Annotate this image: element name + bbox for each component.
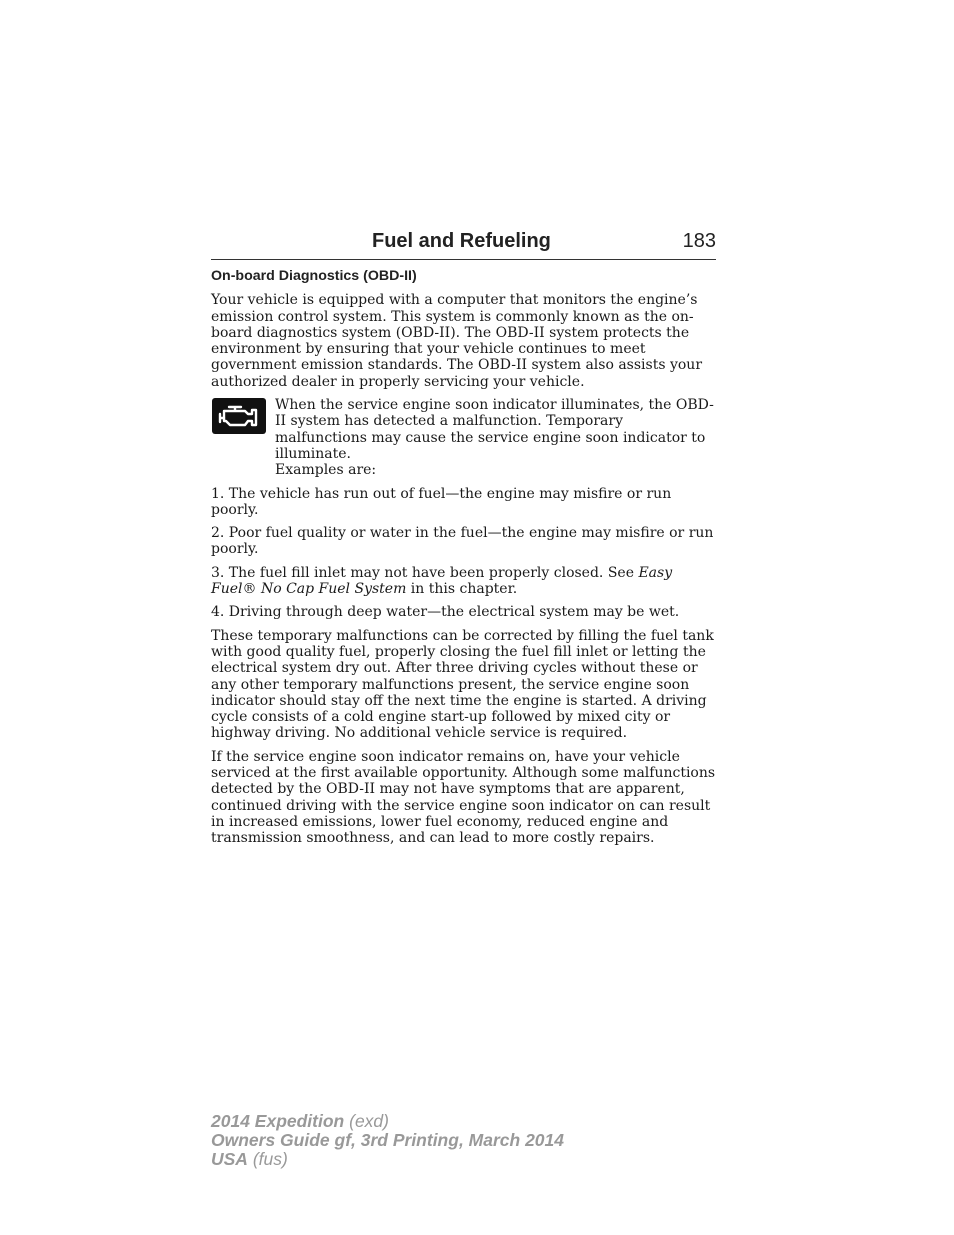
section-heading: On-board Diagnostics (OBD-II) (211, 268, 417, 284)
page-number: 183 (682, 230, 716, 252)
indicator-remains-on-paragraph: If the service engine soon indicator remains on, have your vehicle serviced at the first available opportunity. Although some malfunctions detected by the OBD-II may not have symptoms that are apparent, continued driving with the service engine soon indicator on can result in increased emissions, lower fuel economy, reduced engine and transmission smoothness, and can lead to more costly repairs. (211, 748, 716, 847)
footer-model-code: (exd) (349, 1111, 389, 1131)
footer-guide: Owners Guide gf, 3rd Printing, March 2014 (211, 1130, 564, 1150)
examples-intro: Examples are: (275, 462, 377, 479)
footer-market-line (211, 1150, 564, 1169)
page-header (211, 229, 716, 260)
list-item: 2. Poor fuel quality or water in the fuel—the engine may misfire or run poorly. (211, 525, 714, 558)
chapter-title: Fuel and Refueling (372, 230, 551, 252)
indicator-paragraph: When the service engine soon indicator illuminates, the OBD-II system has detected a malfunction. Temporary malfunctions may cause the service engine soon indicator to illuminate. (275, 397, 714, 462)
footer-model-line (211, 1112, 564, 1131)
footer-market: USA (211, 1149, 248, 1169)
list-item-text: 3. The fuel fill inlet may not have been properly closed. See (211, 564, 639, 581)
list-item-text: in this chapter. (406, 581, 518, 598)
footer-model: 2014 Expedition (211, 1111, 345, 1131)
cross-reference-link[interactable]: Easy Fuel® No Cap Fuel System (211, 564, 673, 598)
list-item: 4. Driving through deep water—the electrical system may be wet. (211, 604, 680, 621)
page-content (211, 268, 716, 854)
footer-guide-line (211, 1131, 564, 1150)
footer-market-code: (fus) (252, 1149, 288, 1169)
list-item (211, 565, 716, 598)
engine-icon (212, 398, 266, 434)
intro-paragraph: Your vehicle is equipped with a computer that monitors the engine’s emission control system. This system is commonly known as the on-board diagnostics system (OBD-II). The OBD-II system protects the environment by ensuring that your vehicle continues to meet government emission standards. The OBD-II system also assists your authorized dealer in properly servicing your vehicle. (211, 292, 703, 390)
page-footer (211, 1112, 564, 1169)
temporary-malfunctions-paragraph: These temporary malfunctions can be corrected by filling the fuel tank with good quality fuel, properly closing the fuel fill inlet or letting the electrical system dry out. After three driving cycles without these or any other temporary malfunctions present, the service engine soon indicator should stay off the next time the engine is started. A driving cycle consists of a cold engine start-up followed by mixed city or highway driving. No additional vehicle service is required. (211, 627, 714, 742)
indicator-block (211, 397, 716, 478)
list-item: 1. The vehicle has run out of fuel—the engine may misfire or run poorly. (211, 485, 672, 518)
